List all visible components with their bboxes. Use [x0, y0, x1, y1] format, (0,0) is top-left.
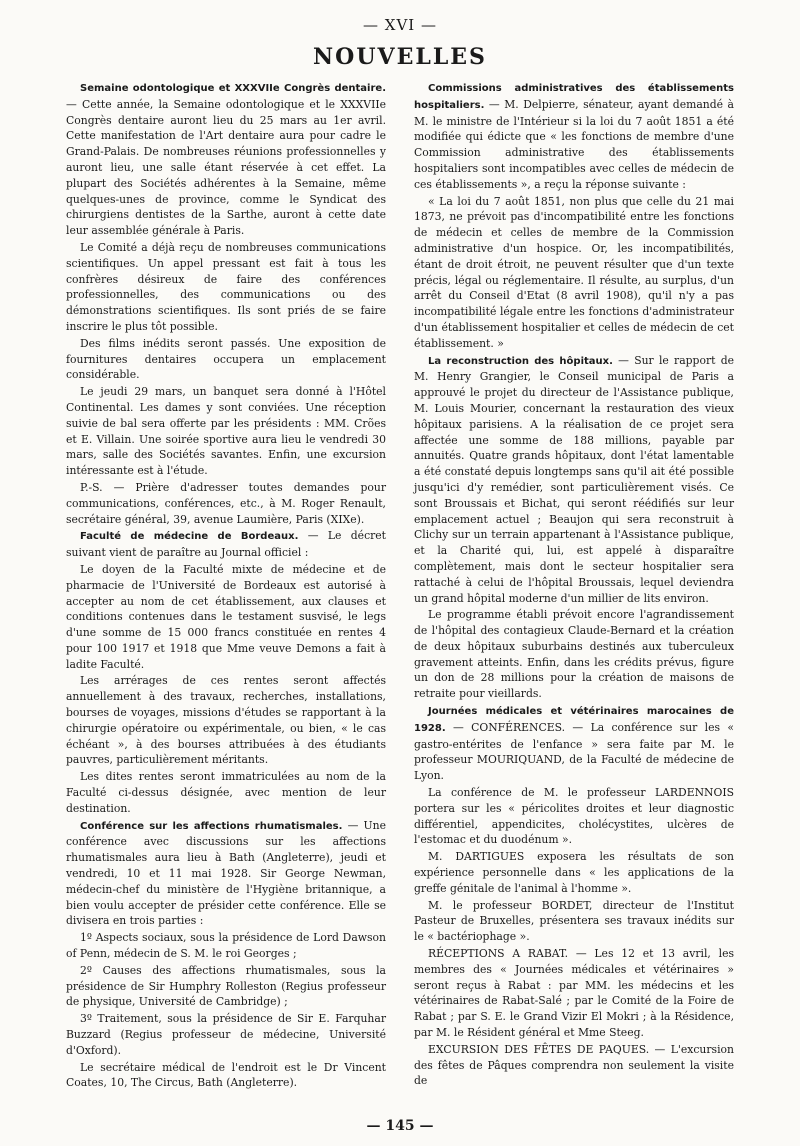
article-title: Conférence sur les affections rhumatismales. — [80, 820, 343, 832]
article-text: — Une conférence avec discussions sur les affections rhumatismales aura lieu à Bath (Angleterre), jeudi et vendredi, 10 et 11 mai 1928. Sir George Newman, médecin-chef du ministère de l'Hygiène britannique, a bien voulu accepter de présider cette conférence. Elle se divisera en trois parties : — [66, 818, 386, 928]
article-text: EXCURSION DES FÊTES DE PAQUES. — L'excursion des fêtes de Pâques comprendra non seulement la visite de — [414, 1042, 734, 1088]
article-paragraph — [66, 240, 386, 335]
article-text: Le secrétaire médical de l'endroit est le Dr Vincent Coates, 10, The Circus, Bath (Angleterre). — [66, 1060, 386, 1090]
right-column — [414, 80, 734, 1090]
section-heading: NOUVELLES — [313, 44, 487, 70]
article-paragraph — [414, 194, 734, 352]
article-text: Les arrérages de ces rentes seront affectés annuellement à des travaux, recherches, installations, bourses de voyages, missions d'études se rapportant à la chirurgie opératoire ou expérimentale, ou bien, « le cas échéant », à des bourses attribuées à des étudiants pauvres, particulièrement méritants. — [66, 674, 386, 767]
article-text: P.-S. — Prière d'adresser toutes demandes pour communications, conférences, etc., à M. Roger Renault, secrétaire général, 39, avenue Laumière, Paris (XIXe). — [66, 480, 386, 526]
article-paragraph — [66, 562, 386, 673]
article-text: — Le décret suivant vient de paraître au Journal officiel : — [66, 529, 387, 560]
article-title: Commissions administratives des établissements hospitaliers. — [414, 83, 734, 111]
article-text: — Sur le rapport de M. Henry Grangier, le Conseil municipal de Paris a approuvé le projet du directeur de l'Assistance publique, M. Louis Mourier, concernant la restauration des vieux hôpitaux parisiens. A la réalisation de ce projet sera affectée une somme de 188 millions, payable par annuités. Quatre grands hôpitaux, dont l'état lamentable a été constaté depuis longtemps sans qu'il ait été possible jusqu'ici d'y remédier, sont particulièrement visés. Ce sont Broussais et Bichat, qui seront réédifiés sur leur emplacement actuel ; Beaujon qui sera reconstruit à Clichy sur un terrain appartenant à l'Assistance publique, et la Charité qui, lui, est appelé à disparaître complètement, mais dont le secteur hospitalier sera rattaché à celui de l'hôpital Broussais, lequel deviendra un grand hôpital moderne d'un millier de lits environ. — [414, 353, 734, 605]
article-title: La reconstruction des hôpitaux. — [428, 355, 613, 367]
article-paragraph — [66, 963, 386, 1010]
article-paragraph — [66, 480, 386, 527]
article-paragraph — [414, 849, 734, 896]
article-text: RÉCEPTIONS A RABAT. — Les 12 et 13 avril, les membres des « Journées médicales et vétérinaires » seront reçus à Rabat : par MM. les médecins et les vétérinaires de Rabat-Salé ; par le Comité de la Foire de Rabat ; par S. E. le Grand Vizir El Mokri ; à la Résidence, par M. le Résident général et Mme Steeg. — [414, 947, 734, 1040]
article-text: Le jeudi 29 mars, un banquet sera donné à l'Hôtel Continental. Les dames y sont conviées. Une réception suivie de bal sera offerte par les présidents : MM. Crões et E. Villain. Une soirée sportive aura lieu le vendredi 30 mars, salle des Sociétés savantes. Enfin, une excursion intéressante est à l'étude. — [66, 385, 386, 478]
article-paragraph — [66, 673, 386, 768]
article-text: — CONFÉRENCES. — La conférence sur les « gastro-entérites de l'enfance » sera faite par M. le professeur MOURIQUAND, de la Faculté de médecine de Lyon. — [414, 720, 734, 783]
article-title: Semaine odontologique et XXXVIIe Congrès dentaire. — [80, 83, 386, 94]
article-text: M. DARTIGUES exposera les résultats de son expérience personnelle dans « les applications de la greffe génitale de l'animal à l'homme ». — [414, 850, 734, 895]
article-paragraph — [66, 336, 386, 383]
article-text: 2º Causes des affections rhumatismales, sous la présidence de Sir Humphry Rolleston (Regius professeur de physique, Université de Cambridge) ; — [66, 963, 386, 1009]
article-title: Journées médicales et vétérinaires marocaines de 1928. — [414, 706, 734, 734]
left-column — [66, 80, 386, 1092]
article-paragraph — [66, 930, 386, 962]
article-text: — M. Delpierre, sénateur, ayant demandé à M. le ministre de l'Intérieur si la loi du 7 août 1851 a été modifiée qui édicte que « les fonctions de membre d'une Commission administrative des établissements hospitaliers sont incompatibles avec celles de médecin de ces établissements », a reçu la réponse suivante : — [414, 97, 734, 191]
article-paragraph — [66, 1060, 386, 1092]
article-text: M. le professeur BORDET, directeur de l'Institut Pasteur de Bruxelles, présentera ses travaux inédits sur le « bactériophage ». — [414, 898, 734, 944]
article-paragraph — [66, 384, 386, 479]
article-paragraph — [414, 898, 734, 945]
article-text: Le programme établi prévoit encore l'agrandissement de l'hôpital des contagieux Claude-Bernard et la création de deux hôpitaux suburbains destinés aux tuberculeux gravement atteints. Enfin, dans les crédits prévus, figure un don de 28 millions pour la création de maisons de retraite pour vieillards. — [414, 608, 734, 701]
article-text: — Cette année, la Semaine odontologique et le XXXVIIe Congrès dentaire auront lieu du 25 mars au 1er avril. Cette manifestation de l'Art dentaire aura pour cadre le Grand-Palais. De nombreuses réunions professionnelles y auront lieu, une salle étant réservée à cet effet. La plupart des Sociétés adhérentes à la Semaine, même quelques-unes de province, comme le Syndicat des chirurgiens dentistes de la Sarthe, auront à cette date leur assemblée générale à Paris. — [66, 97, 386, 238]
article-text: La conférence de M. le professeur LARDENNOIS portera sur les « péricolites droites et leur diagnostic différentiel, appendicites, cholécystites, ulcères de l'estomac et du duodénum ». — [414, 786, 734, 847]
article-text: Le Comité a déjà reçu de nombreuses communications scientifiques. Un appel pressant est fait à tous les confrères désireux de faire des conférences professionnelles, des communications ou des démonstrations scientifiques. Ils sont priés de se faire inscrire le plus tôt possible. — [66, 240, 386, 333]
article-paragraph-start — [414, 703, 734, 784]
article-paragraph — [66, 1011, 386, 1058]
article-paragraph — [414, 946, 734, 1041]
article-text: « La loi du 7 août 1851, non plus que celle du 21 mai 1873, ne prévoit pas d'incompatibilité entre les fonctions de médecin et celles de membre de la Commission administrative d'un hospice. Or, les incompatibilités, étant de droit étroit, ne peuvent résulter que d'un texte précis, légal ou réglementaire. Il résulte, au surplus, d'un arrêt du Conseil d'Etat (8 avril 1908), qu'il n'y a pas incompatibilité légale entre les fonctions d'administrateur d'un établissement hospitalier et celles de médecin de cet établissement. » — [414, 194, 734, 350]
article-paragraph-start — [414, 353, 734, 607]
article-paragraph — [414, 785, 734, 848]
article-text: Des films inédits seront passés. Une exposition de fournitures dentaires occupera un emplacement considérable. — [66, 336, 386, 382]
article-paragraph-start — [66, 818, 386, 930]
article-paragraph-start — [66, 528, 386, 561]
article-text: Les dites rentes seront immatriculées au nom de la Faculté ci-dessus désignée, avec mention de leur destination. — [66, 770, 386, 815]
article-paragraph-start — [414, 80, 734, 193]
page-number: — 145 — — [366, 1118, 434, 1134]
article-text: 1º Aspects sociaux, sous la présidence de Lord Dawson of Penn, médecin de S. M. le roi Georges ; — [66, 931, 386, 961]
article-text: Le doyen de la Faculté mixte de médecine et de pharmacie de l'Université de Bordeaux est autorisé à accepter au nom de cet établissement, aux clauses et conditions contenues dans le testament susvisé, le legs d'une somme de 15 000 francs constituée en rentes 4 pour 100 1917 et 1918 que Mme veuve Demons a fait à ladite Faculté. — [66, 562, 386, 671]
article-title: Faculté de médecine de Bordeaux. — [80, 531, 299, 543]
article-paragraph-start — [66, 80, 386, 239]
article-paragraph — [414, 1042, 734, 1089]
article-paragraph — [414, 607, 734, 702]
article-text: 3º Traitement, sous la présidence de Sir E. Farquhar Buzzard (Regius professeur de médecine, Université d'Oxford). — [66, 1012, 386, 1057]
page-folio-roman: — XVI — — [363, 16, 437, 34]
article-paragraph — [66, 769, 386, 816]
